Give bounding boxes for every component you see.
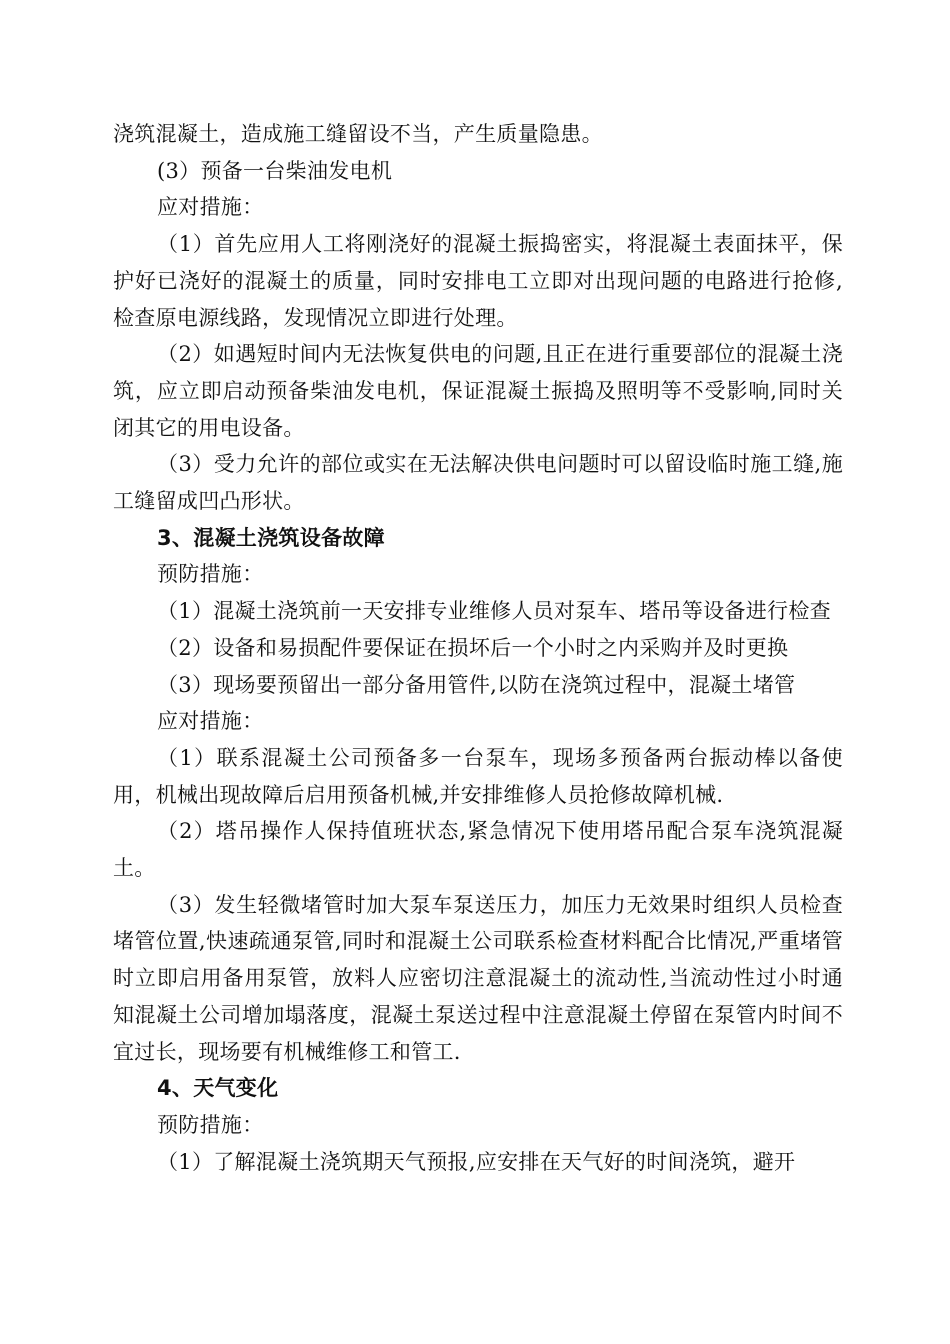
paragraph: (3）预备一台柴油发电机 bbox=[157, 158, 393, 183]
paragraph: （1）混凝土浇筑前一天安排专业维修人员对泵车、塔吊等设备进行检查 bbox=[157, 599, 831, 624]
paragraph: 应对措施： bbox=[157, 709, 264, 734]
paragraph: （1）联系混凝土公司预备多一台泵车，现场多预备两台振动棒以备使用，机械出现故障后启用预备机械,并安排维修人员抢修故障机械. bbox=[113, 745, 843, 807]
paragraph: （2）设备和易损配件要保证在损坏后一个小时之内采购并及时更换 bbox=[157, 635, 789, 660]
paragraph: 浇筑混凝土，造成施工缝留设不当，产生质量隐患。 bbox=[113, 122, 603, 146]
paragraph: （2）塔吊操作人保持值班状态,紧急情况下使用塔吊配合泵车浇筑混凝土。 bbox=[113, 819, 843, 881]
paragraph: （1）首先应用人工将刚浇好的混凝土振捣密实，将混凝土表面抹平，保护好已浇好的混凝土的质量，同时安排电工立即对出现问题的电路进行抢修,检查原电源线路，发现情况立即进行处理。 bbox=[113, 232, 843, 330]
section-heading: 4、天气变化 bbox=[157, 1076, 279, 1101]
paragraph: 应对措施： bbox=[157, 195, 264, 220]
paragraph: 预防措施： bbox=[157, 562, 264, 587]
paragraph: （3）发生轻微堵管时加大泵车泵送压力，加压力无效果时组织人员检查堵管位置,快速疏通泵管,同时和混凝土公司联系检查材料配合比情况,严重堵管时立即启用备用泵管，放料人应密切注意混凝土的流动性,当流动性过小时通知混凝土公司增加塌落度，混凝土泵送过程中注意混凝土停留在泵管内时间不宜过长，现场要有机械维修工和管工. bbox=[113, 892, 843, 1064]
section-heading: 3、混凝土浇筑设备故障 bbox=[157, 525, 385, 550]
paragraph: 预防措施： bbox=[157, 1112, 264, 1137]
paragraph: （3）现场要预留出一部分备用管件,以防在浇筑过程中，混凝土堵管 bbox=[157, 672, 796, 697]
paragraph: （3）受力允许的部位或实在无法解决供电问题时可以留设临时施工缝,施工缝留成凹凸形状。 bbox=[113, 452, 843, 514]
paragraph: （1）了解混凝土浇筑期天气预报,应安排在天气好的时间浇筑，避开 bbox=[157, 1149, 796, 1174]
paragraph: （2）如遇短时间内无法恢复供电的问题,且正在进行重要部位的混凝土浇筑，应立即启动预备柴油发电机，保证混凝土振捣及照明等不受影响,同时关闭其它的用电设备。 bbox=[113, 342, 843, 440]
document-body bbox=[113, 116, 843, 1180]
